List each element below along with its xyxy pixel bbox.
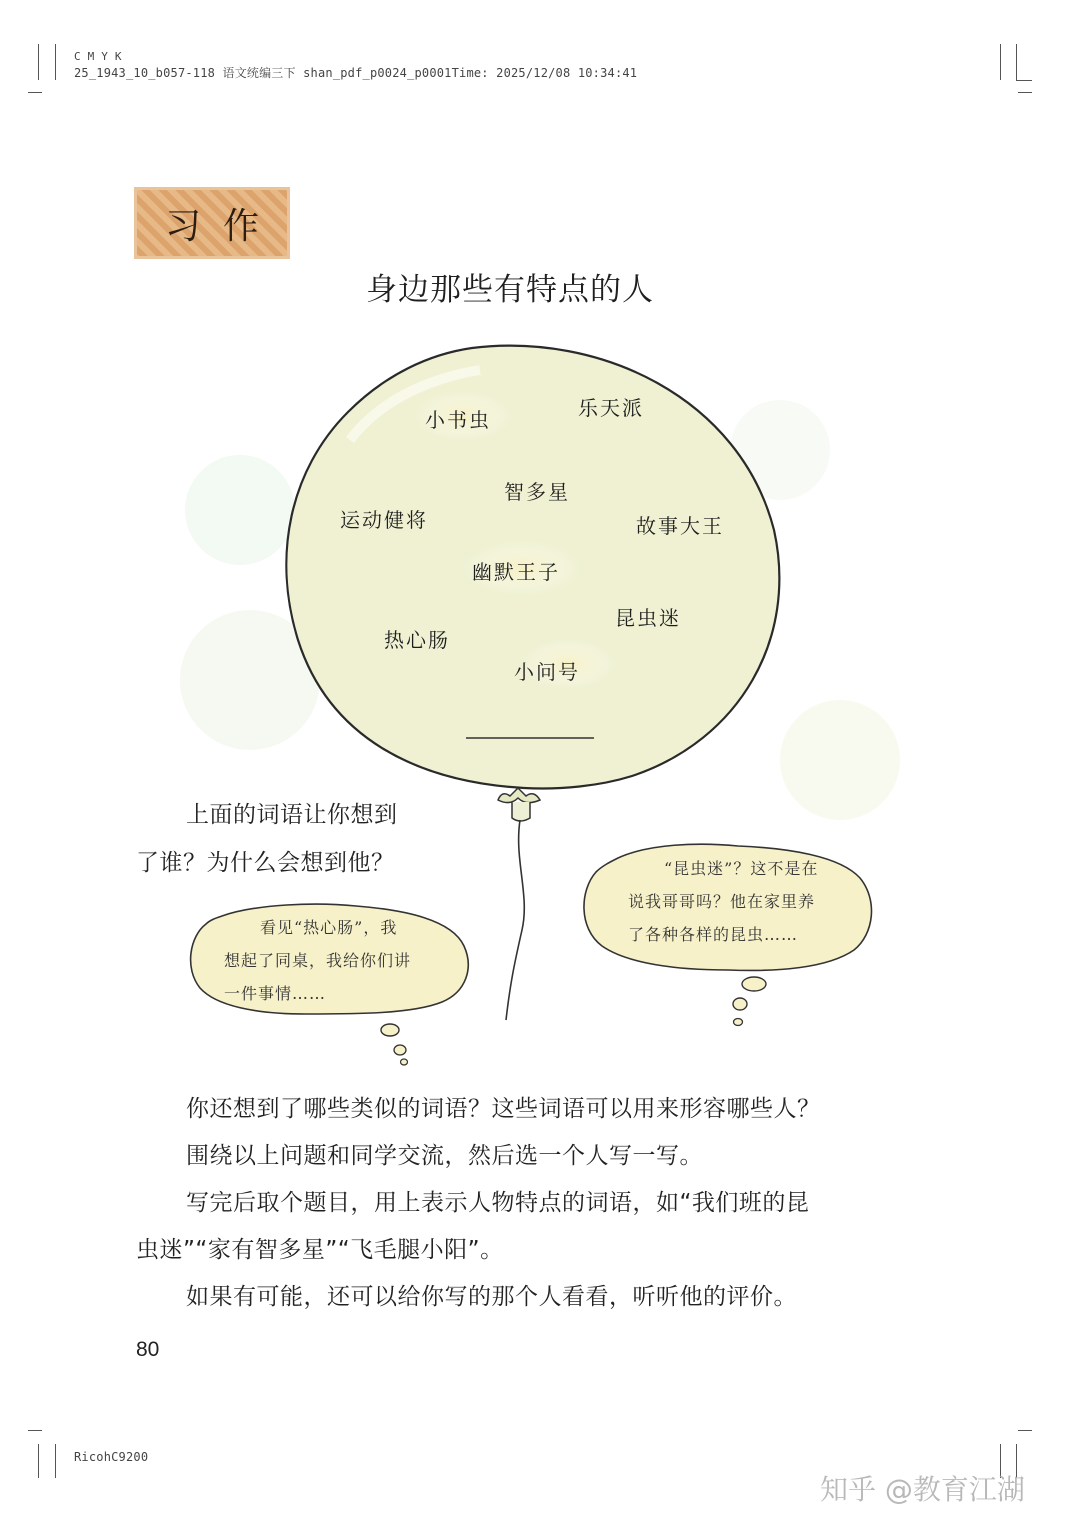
cmyk-label: C M Y K (74, 50, 122, 63)
crop-mark (1016, 80, 1032, 81)
balloon-knot-base (512, 802, 530, 821)
crop-mark (1018, 92, 1032, 93)
paragraph-2: 围绕以上问题和同学交流，然后选一个人写一写。 (186, 1143, 703, 1169)
section-badge (134, 187, 290, 259)
bubble-right-line: 了各种各样的昆虫…… (628, 925, 799, 944)
crop-mark (55, 1444, 56, 1478)
printer-label: RicohC9200 (74, 1450, 149, 1464)
crop-mark (55, 44, 56, 80)
page-title: 身边那些有特点的人 (366, 272, 654, 308)
bubble-right-line: 说我哥哥吗？他在家里养 (628, 892, 816, 911)
balloon-word-sports-star: 运动健将 (340, 508, 428, 532)
balloon-word-smart-star: 智多星 (504, 480, 570, 504)
balloon-word-bookworm: 小书虫 (425, 408, 491, 432)
bubble-right-line: “昆虫迷”？这不是在 (664, 859, 819, 878)
watermark: 知乎 @教育江湖 (820, 1473, 1025, 1506)
crop-mark (1000, 44, 1001, 80)
paragraph-1: 你还想到了哪些类似的词语？这些词语可以用来形容哪些人？ (186, 1096, 821, 1122)
background-blob (780, 700, 900, 820)
section-badge-label: 习作 (164, 205, 281, 247)
question-line-1: 上面的词语让你想到 (186, 802, 398, 828)
paragraph-3: 写完后取个题目，用上表示人物特点的词语，如“我们班的昆 (186, 1190, 810, 1216)
balloon-word-humor-prince: 幽默王子 (472, 560, 560, 584)
crop-mark (38, 1444, 39, 1478)
paragraph-3-continued: 虫迷”“家有智多星”“飞毛腿小阳”。 (136, 1237, 504, 1263)
balloon-word-question-mark: 小问号 (514, 660, 580, 684)
balloon-word-warm-hearted: 热心肠 (384, 628, 450, 652)
background-blob (185, 455, 295, 565)
balloon-word-insect-fan: 昆虫迷 (615, 606, 681, 630)
crop-mark (28, 92, 42, 93)
print-file-info: 25_1943_10_b057-118 语文统编三下 shan_pdf_p0024_p0001Time: 2025/12/08 10:34:41 (74, 66, 638, 80)
bubble-left-line: 看见“热心肠”，我 (260, 918, 398, 937)
crop-mark (28, 1430, 42, 1431)
crop-mark (1016, 44, 1017, 80)
thought-bubble-left-text (224, 911, 411, 1010)
question-line-2: 了谁？为什么会想到他？ (136, 850, 395, 876)
thought-bubble-right-text (628, 852, 818, 951)
bubble-left-line: 一件事情…… (224, 984, 327, 1003)
balloon-string (506, 820, 524, 1020)
balloon-word-optimist: 乐天派 (578, 396, 644, 420)
bubble-left-line: 想起了同桌，我给你们讲 (224, 951, 412, 970)
crop-mark (38, 44, 39, 80)
balloon-word-story-king: 故事大王 (636, 514, 724, 538)
crop-mark (1018, 1430, 1032, 1431)
page-number: 80 (136, 1338, 160, 1361)
balloon-knot (498, 788, 540, 803)
paragraph-4: 如果有可能，还可以给你写的那个人看看，听听他的评价。 (186, 1284, 797, 1310)
